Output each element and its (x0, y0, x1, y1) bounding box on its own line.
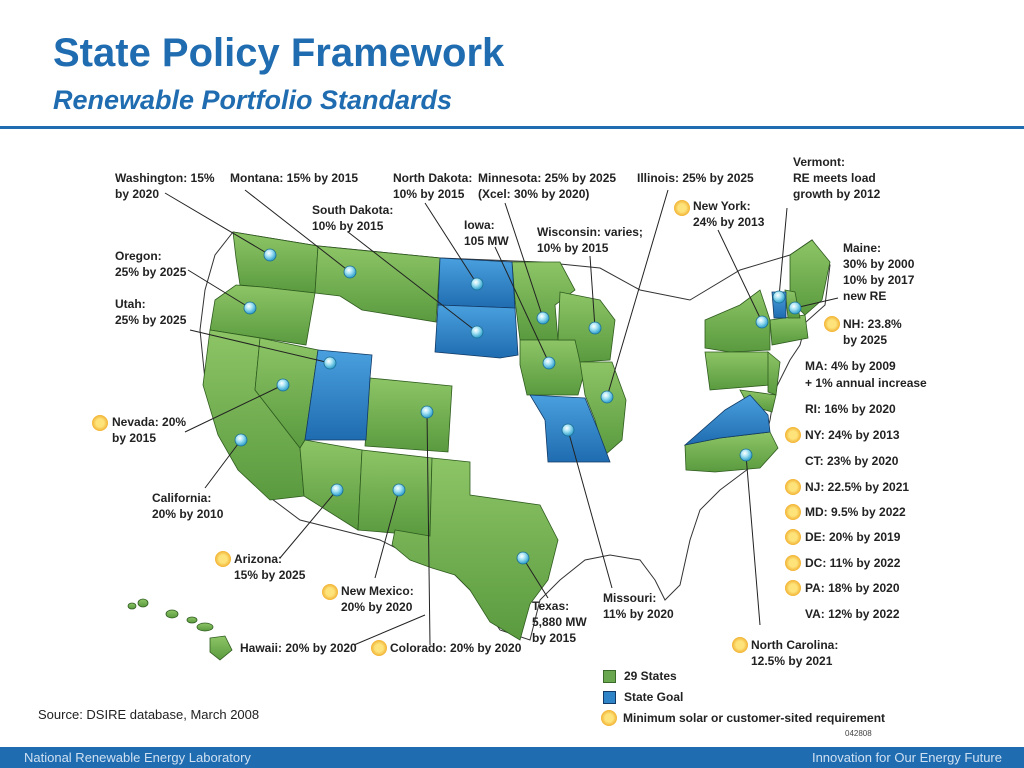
label-minnesota: Minnesota: 25% by 2025 (Xcel: 30% by 2020) (478, 171, 617, 201)
list-item: NJ: 22.5% by 2021 (805, 480, 910, 494)
label-texas: Texas: 5,880 MW by 2015 (532, 599, 587, 645)
source-note: Source: DSIRE database, March 2008 (38, 707, 260, 722)
label-utah: Utah: 25% by 2025 (115, 297, 187, 327)
footer-tagline: Innovation for Our Energy Future (811, 750, 1002, 765)
marker-south-dakota (471, 326, 483, 338)
marker-arizona (331, 484, 343, 496)
solar-icon-new-mexico (322, 584, 338, 600)
label-new-york: New York: 24% by 2013 (693, 199, 765, 229)
solar-icon (785, 504, 801, 520)
marker-new-york (756, 316, 768, 328)
solar-icon (785, 580, 801, 596)
label-washington: Washington: 15% by 2020 (115, 171, 215, 201)
label-north-dakota: North Dakota: 10% by 2015 (393, 171, 473, 201)
marker-nevada (277, 379, 289, 391)
label-missouri: Missouri: 11% by 2020 (603, 591, 674, 621)
list-item: + 1% annual increase (805, 376, 927, 390)
list-item: PA: 18% by 2020 (805, 581, 900, 595)
legend-item-29-states: 29 States (603, 667, 677, 685)
solar-icon-nevada (92, 415, 108, 431)
solar-icon (785, 555, 801, 571)
list-item: MD: 9.5% by 2022 (805, 505, 906, 519)
solar-icon-new-york (674, 200, 690, 216)
list-item: CT: 23% by 2020 (805, 454, 899, 468)
label-nh: NH: 23.8% by 2025 (843, 317, 902, 347)
marker-utah (324, 357, 336, 369)
page-subtitle: Renewable Portfolio Standards (53, 85, 453, 115)
marker-washington (264, 249, 276, 261)
solar-icon-nh (824, 316, 840, 332)
label-oregon: Oregon: 25% by 2025 (115, 249, 187, 279)
marker-new-mexico (393, 484, 405, 496)
footer-bar (0, 747, 1024, 768)
solar-icon (601, 710, 617, 726)
marker-north-carolina (740, 449, 752, 461)
solar-icon-colorado (371, 640, 387, 656)
label-new-mexico: New Mexico: 20% by 2020 (341, 584, 414, 614)
label-montana: Montana: 15% by 2015 (230, 171, 359, 185)
label-north-carolina: North Carolina: 12.5% by 2021 (751, 638, 839, 668)
document-code: 042808 (845, 729, 872, 738)
list-item: VA: 12% by 2022 (805, 607, 900, 621)
label-maine: Maine: 30% by 2000 10% by 2017 new RE (843, 241, 915, 303)
marker-vermont (773, 291, 785, 303)
label-wisconsin: Wisconsin: varies; 10% by 2015 (537, 225, 643, 255)
list-item: NY: 24% by 2013 (805, 428, 900, 442)
marker-missouri (562, 424, 574, 436)
marker-montana (344, 266, 356, 278)
state-connecticut-massachusetts (770, 315, 808, 345)
marker-maine (789, 302, 801, 314)
label-vermont: Vermont: RE meets load growth by 2012 (793, 155, 881, 201)
solar-icon (785, 427, 801, 443)
page-title: State Policy Framework (53, 31, 505, 75)
marker-colorado (421, 406, 433, 418)
label-arizona: Arizona: 15% by 2025 (234, 552, 306, 582)
state-colorado (365, 378, 452, 452)
solar-icon (785, 529, 801, 545)
legend-item-solar: Minimum solar or customer-sited requirement (603, 709, 885, 727)
label-colorado: Colorado: 20% by 2020 (390, 641, 522, 655)
marker-north-dakota (471, 278, 483, 290)
solar-icon-north-carolina (732, 637, 748, 653)
marker-minnesota (537, 312, 549, 324)
state-pennsylvania (705, 352, 770, 390)
label-hawaii: Hawaii: 20% by 2020 (240, 641, 357, 655)
solar-icon-arizona (215, 551, 231, 567)
marker-iowa (543, 357, 555, 369)
marker-oregon (244, 302, 256, 314)
footer-organization: National Renewable Energy Laboratory (24, 750, 251, 765)
label-california: California: 20% by 2010 (152, 491, 224, 521)
legend-item-state-goal: State Goal (603, 688, 683, 706)
marker-wisconsin (589, 322, 601, 334)
blue-swatch (603, 691, 616, 704)
list-item: DC: 11% by 2022 (805, 556, 901, 570)
label-iowa: Iowa: 105 MW (464, 218, 509, 248)
marker-illinois (601, 391, 613, 403)
list-item: RI: 16% by 2020 (805, 402, 896, 416)
marker-texas (517, 552, 529, 564)
list-item: DE: 20% by 2019 (805, 530, 901, 544)
solar-icon (785, 479, 801, 495)
green-swatch (603, 670, 616, 683)
marker-california (235, 434, 247, 446)
label-nevada: Nevada: 20% by 2015 (112, 415, 187, 445)
label-illinois: Illinois: 25% by 2025 (637, 171, 754, 185)
label-south-dakota: South Dakota: 10% by 2015 (312, 203, 394, 233)
list-item: MA: 4% by 2009 (805, 359, 896, 373)
state-hawaii (128, 599, 232, 660)
